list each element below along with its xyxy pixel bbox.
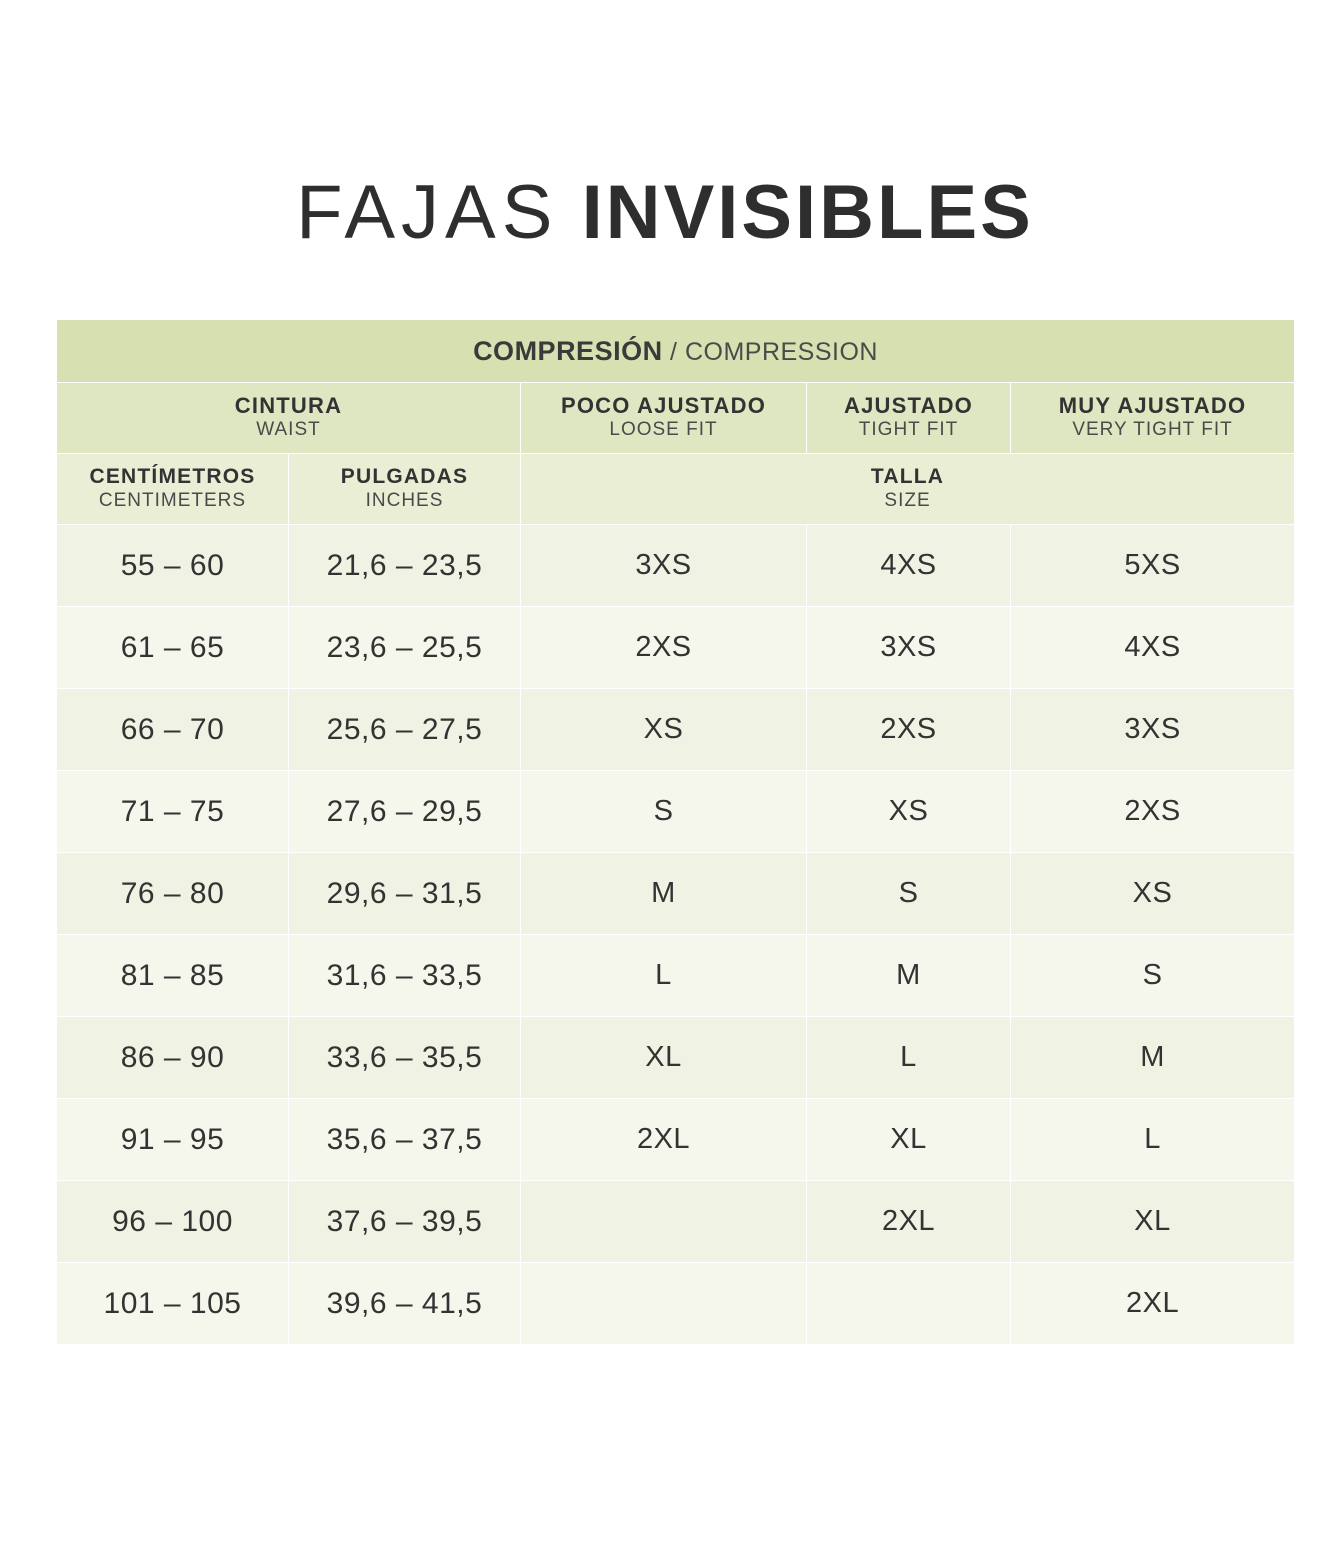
subheader-in-es: PULGADAS <box>340 464 469 488</box>
table-row <box>57 1263 1295 1345</box>
compression-banner-sep: / <box>662 337 685 366</box>
subheader-size <box>521 454 1295 525</box>
subheader-cm-es: CENTÍMETROS <box>89 464 256 488</box>
cell-inches: 27,6 – 29,5 <box>289 771 521 853</box>
cell-tight-size: XS <box>807 771 1011 853</box>
cell-loose-size <box>521 1181 807 1263</box>
cell-tight-size: L <box>807 1017 1011 1099</box>
table-row <box>57 689 1295 771</box>
cell-very-tight-size: 5XS <box>1011 525 1295 607</box>
cell-centimeters: 86 – 90 <box>57 1017 289 1099</box>
table-row <box>57 771 1295 853</box>
size-table-container <box>56 319 1274 1345</box>
cell-tight-size: 2XL <box>807 1181 1011 1263</box>
cell-tight-size: 4XS <box>807 525 1011 607</box>
cell-inches: 39,6 – 41,5 <box>289 1263 521 1345</box>
table-row <box>57 525 1295 607</box>
compression-banner <box>57 320 1295 383</box>
cell-loose-size: 2XL <box>521 1099 807 1181</box>
cell-tight-size: M <box>807 935 1011 1017</box>
sub-header-row <box>57 454 1295 525</box>
cell-centimeters: 55 – 60 <box>57 525 289 607</box>
cell-loose-size <box>521 1263 807 1345</box>
cell-very-tight-size: 3XS <box>1011 689 1295 771</box>
subheader-centimeters <box>57 454 289 525</box>
cell-inches: 29,6 – 31,5 <box>289 853 521 935</box>
cell-inches: 25,6 – 27,5 <box>289 689 521 771</box>
table-row <box>57 1017 1295 1099</box>
cell-very-tight-size: XL <box>1011 1181 1295 1263</box>
page-title <box>0 0 1330 255</box>
header-loose-fit <box>521 383 807 454</box>
header-very-tight-en: VERY TIGHT FIT <box>1072 419 1233 441</box>
table-row <box>57 607 1295 689</box>
group-header-row <box>57 383 1295 454</box>
header-loose-es: POCO AJUSTADO <box>560 393 767 418</box>
header-very-tight-es: MUY AJUSTADO <box>1058 393 1247 418</box>
table-row <box>57 1181 1295 1263</box>
banner-row <box>57 320 1295 383</box>
subheader-size-es: TALLA <box>870 464 945 488</box>
cell-tight-size: 2XS <box>807 689 1011 771</box>
cell-very-tight-size: L <box>1011 1099 1295 1181</box>
cell-very-tight-size: 2XS <box>1011 771 1295 853</box>
cell-inches: 35,6 – 37,5 <box>289 1099 521 1181</box>
page-title-part2: INVISIBLES <box>581 170 1034 255</box>
cell-tight-size: XL <box>807 1099 1011 1181</box>
cell-loose-size: 2XS <box>521 607 807 689</box>
subheader-size-en: SIZE <box>884 489 931 511</box>
cell-tight-size <box>807 1263 1011 1345</box>
cell-loose-size: L <box>521 935 807 1017</box>
table-header <box>57 320 1295 525</box>
cell-centimeters: 81 – 85 <box>57 935 289 1017</box>
header-tight-es: AJUSTADO <box>844 393 973 418</box>
table-body <box>57 525 1295 1345</box>
cell-loose-size: S <box>521 771 807 853</box>
cell-centimeters: 76 – 80 <box>57 853 289 935</box>
cell-loose-size: XL <box>521 1017 807 1099</box>
header-tight-en: TIGHT FIT <box>858 419 959 441</box>
cell-centimeters: 101 – 105 <box>57 1263 289 1345</box>
cell-centimeters: 91 – 95 <box>57 1099 289 1181</box>
page-title-part1: FAJAS <box>296 170 559 255</box>
cell-very-tight-size: 4XS <box>1011 607 1295 689</box>
cell-inches: 31,6 – 33,5 <box>289 935 521 1017</box>
cell-very-tight-size: S <box>1011 935 1295 1017</box>
cell-very-tight-size: XS <box>1011 853 1295 935</box>
cell-inches: 21,6 – 23,5 <box>289 525 521 607</box>
table-row <box>57 853 1295 935</box>
cell-tight-size: 3XS <box>807 607 1011 689</box>
compression-banner-en: COMPRESSION <box>684 337 878 366</box>
cell-inches: 33,6 – 35,5 <box>289 1017 521 1099</box>
cell-centimeters: 71 – 75 <box>57 771 289 853</box>
cell-loose-size: M <box>521 853 807 935</box>
subheader-cm-en: CENTIMETERS <box>98 489 247 511</box>
subheader-in-en: INCHES <box>365 489 444 511</box>
cell-very-tight-size: 2XL <box>1011 1263 1295 1345</box>
compression-banner-es: COMPRESIÓN <box>473 335 663 366</box>
header-waist <box>57 383 521 454</box>
cell-centimeters: 66 – 70 <box>57 689 289 771</box>
cell-loose-size: 3XS <box>521 525 807 607</box>
cell-loose-size: XS <box>521 689 807 771</box>
header-loose-en: LOOSE FIT <box>609 419 718 441</box>
header-tight-fit <box>807 383 1011 454</box>
header-very-tight-fit <box>1011 383 1295 454</box>
cell-tight-size: S <box>807 853 1011 935</box>
table-row <box>57 935 1295 1017</box>
header-waist-en: WAIST <box>256 419 321 441</box>
cell-inches: 23,6 – 25,5 <box>289 607 521 689</box>
table-row <box>57 1099 1295 1181</box>
cell-very-tight-size: M <box>1011 1017 1295 1099</box>
cell-inches: 37,6 – 39,5 <box>289 1181 521 1263</box>
cell-centimeters: 96 – 100 <box>57 1181 289 1263</box>
size-table <box>56 319 1295 1345</box>
cell-centimeters: 61 – 65 <box>57 607 289 689</box>
subheader-inches <box>289 454 521 525</box>
header-waist-es: CINTURA <box>234 393 343 418</box>
